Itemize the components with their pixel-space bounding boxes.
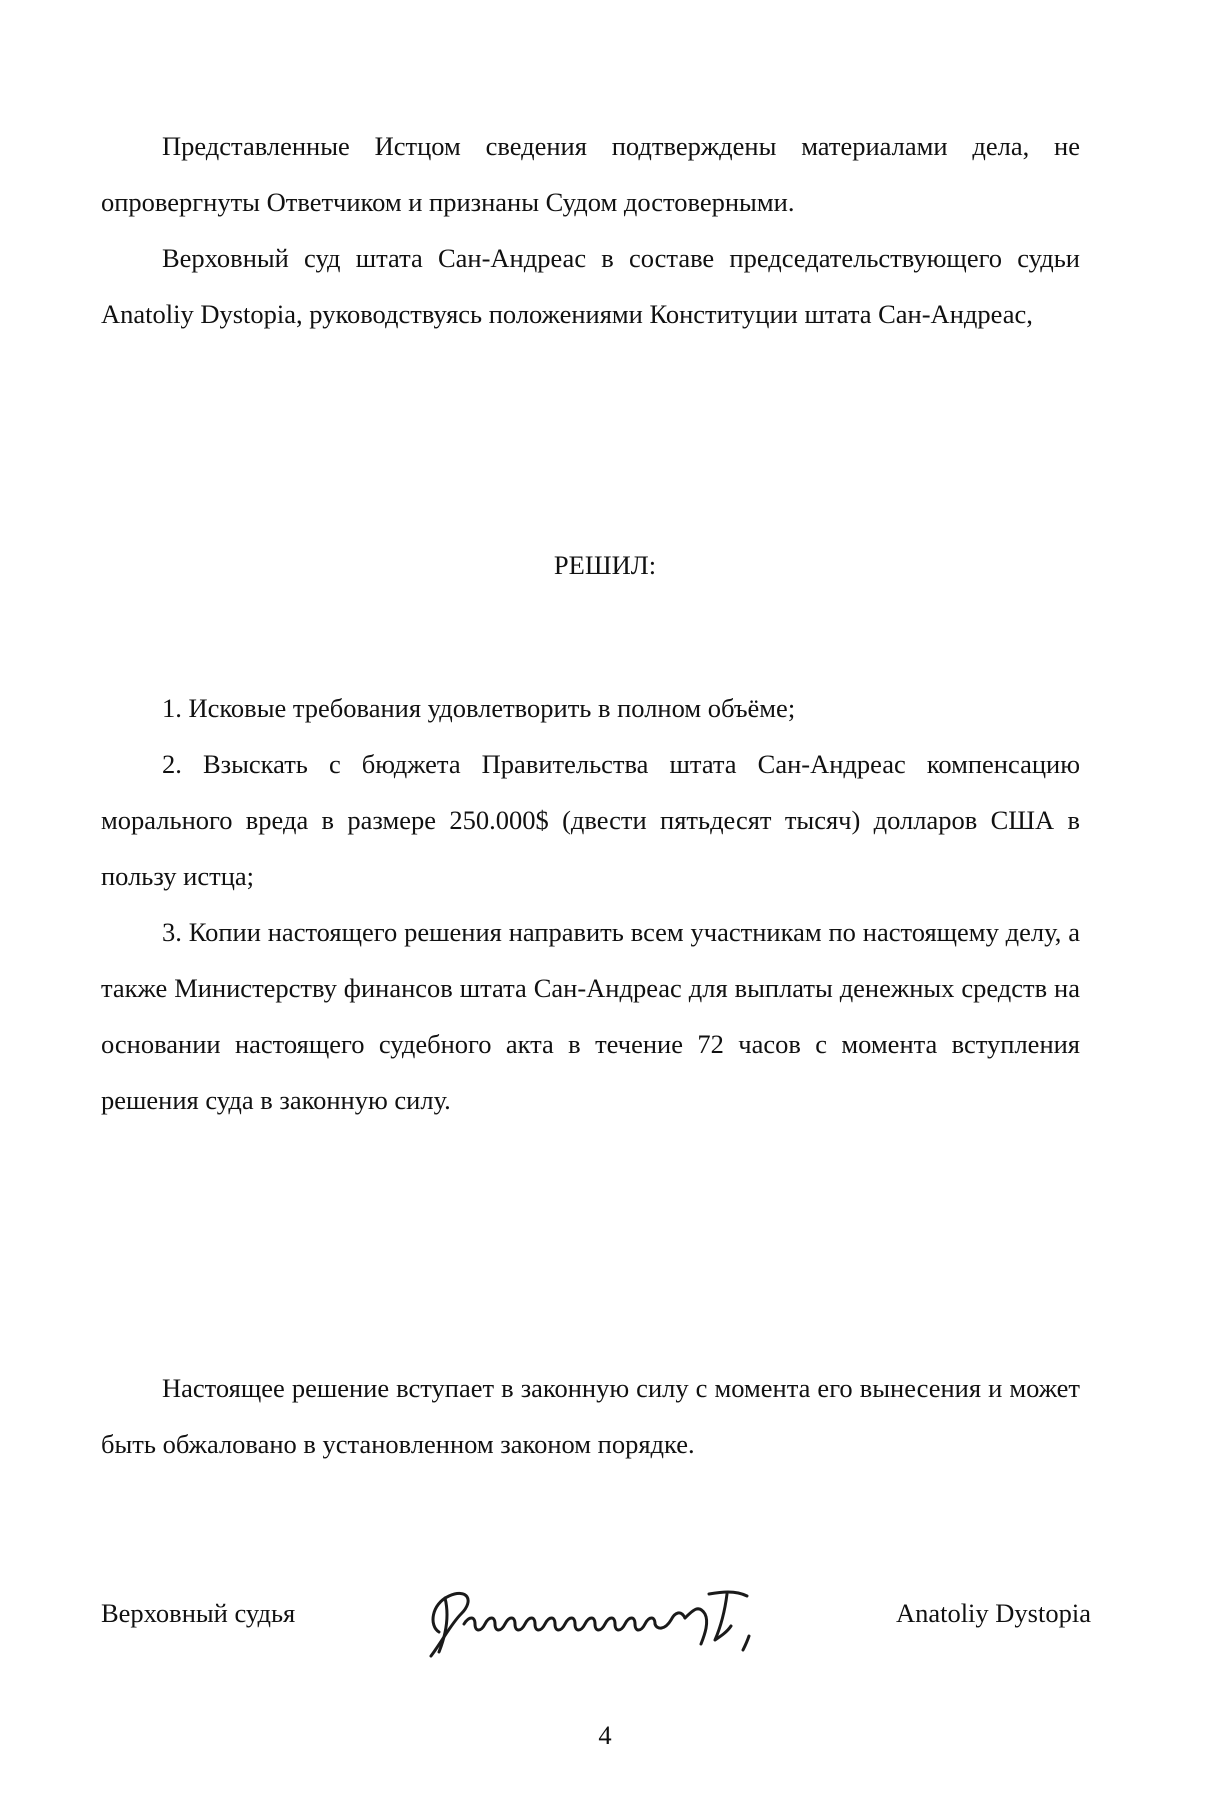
signature-row — [101, 1582, 1091, 1672]
decision-item-1: 1. Исковые требования удовлетворить в полном объёме; — [162, 693, 796, 723]
decision-heading: РЕШИЛ: — [553, 550, 657, 580]
judge-name: Anatoliy Dystopia — [895, 1598, 1091, 1628]
page-number: 4 — [598, 1720, 612, 1750]
paragraph-court-composition: Верховный суд штата Сан-Андреас в составе председательствующего судьи Anatoliy Dystopia, руководствуясь положениями Конституции штата Сан-Андреас, — [101, 243, 1080, 329]
handwritten-signature-icon — [409, 1574, 809, 1664]
decision-item-2: 2. Взыскать с бюджета Правительства штата Сан-Андреас компенсацию морального вреда в размере 250.000$ (двести пятьдесят тысяч) долларов США в пользу истца; — [101, 749, 1080, 891]
final-section — [101, 1360, 1080, 1472]
judge-title: Верховный судья — [101, 1598, 296, 1628]
paragraph-effect: Настоящее решение вступает в законную силу с момента его вынесения и может быть обжаловано в установленном законом порядке. — [101, 1373, 1080, 1459]
intro-section — [101, 118, 1080, 342]
paragraph-evidence: Представленные Истцом сведения подтверждены материалами дела, не опровергнуты Ответчиком и признаны Судом достоверными. — [101, 131, 1080, 217]
decision-section — [101, 680, 1080, 1128]
decision-item-3: 3. Копии настоящего решения направить всем участникам по настоящему делу, а также Министерству финансов штата Сан-Андреас для выплаты денежных средств на основании настоящего судебного акта в течение 72 часов с момента вступления решения суда в законную силу. — [101, 917, 1080, 1115]
